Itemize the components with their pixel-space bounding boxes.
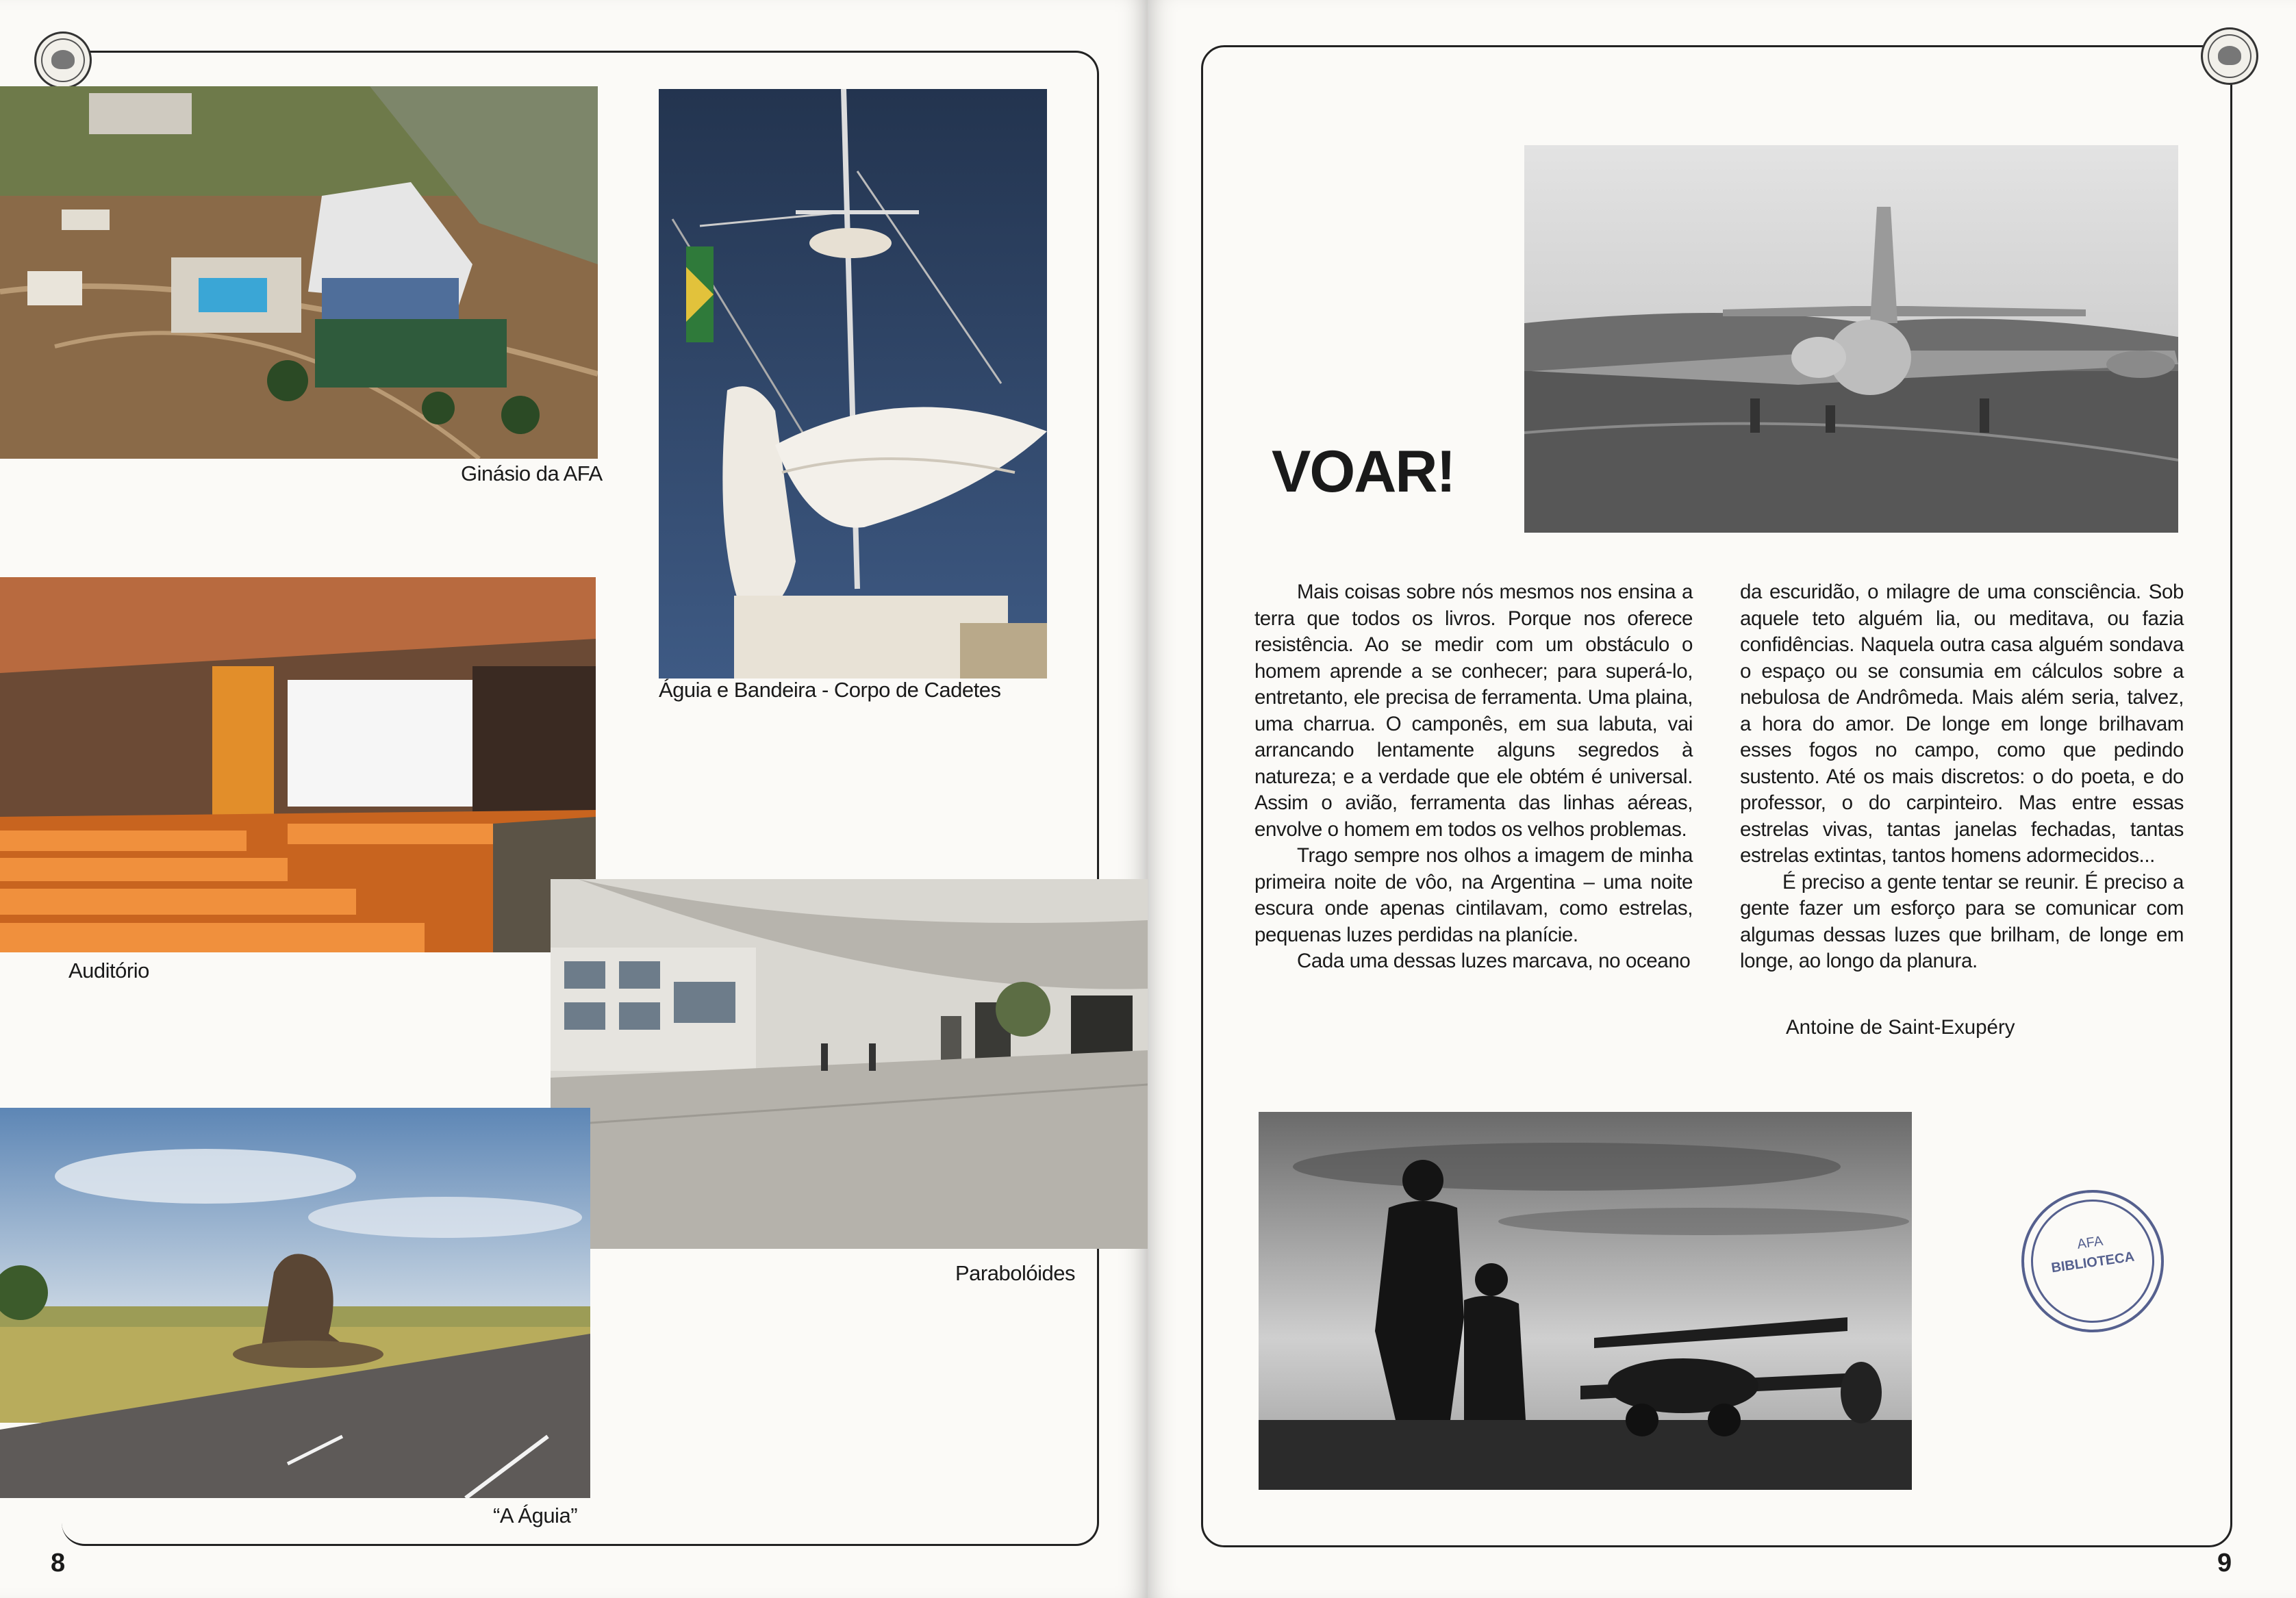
paragraph: Mais coisas sobre nós mesmos nos ensina a terra que todos os livros. Porque nos oferece resistência. Ao se medir com um obstáculo o homem aprende a se conhecer; para superá-lo, entretanto, ele precisa de ferramenta. Uma plaina, uma charrua. O camponês, em sua labuta, vai arrancando lentamente alguns segredos à natureza; e a verdade que ele obtém é universal. Assim o avião, ferramenta das linhas aéreas, envolve o homem em todos os velhos problemas. <box>1254 581 1693 841</box>
page-number-left: 8 <box>51 1549 66 1577</box>
stamp-line-1: AFA <box>2076 1233 2104 1252</box>
photo-paraboloides <box>551 879 1148 1249</box>
afa-seal-icon <box>34 31 92 89</box>
paragraph: É preciso a gente tentar se reunir. É preciso a gente fazer um esforço para se comunicar com algumas dessas luzes que brilham, de longe em longe, ao longo da planura. <box>1740 870 2184 972</box>
paragraph: da escuridão, o milagre de uma consciência. Sob aquele teto alguém lia, ou meditava, ou fazia confidências. Naquela outra casa alguém sondava o espaço ou se consumia em cálculos sobre a nebulosa de Andrômeda. Mais além seria, talvez, a hora do amor. De longe em longe brilhavam esses fogos no campo, como que pedindo sustento. Até os mais discretos: o do poeta, e do professor, o do carpinteiro. Mas entre essas estrelas vivas, tantas janelas fechadas, tantas estrelas extintas, tantos homens adormecidos... <box>1740 581 2184 867</box>
caption-a-aguia: “A Águia” <box>493 1504 578 1527</box>
afa-seal-icon <box>2201 27 2258 85</box>
caption-paraboloides: Parabolóides <box>955 1261 1075 1285</box>
photo-ginasio <box>0 86 598 459</box>
photo-biplane-silhouette <box>1259 1112 1912 1490</box>
photo-auditorio <box>0 577 596 952</box>
page-number-right: 9 <box>2217 1549 2232 1577</box>
stamp-line-2: BIBLIOTECA <box>2050 1249 2136 1276</box>
paragraph: Cada uma dessas luzes marcava, no oceano <box>1297 950 1691 972</box>
photo-jet-aircraft <box>1524 145 2178 533</box>
article-column-2 <box>1740 579 2184 975</box>
caption-aguia-bandeira: Águia e Bandeira - Corpo de Cadetes <box>659 678 1001 702</box>
caption-auditorio: Auditório <box>68 959 149 982</box>
photo-aguia-bandeira <box>659 89 1047 678</box>
photo-a-aguia <box>0 1108 590 1498</box>
author: Antoine de Saint-Exupéry <box>1786 1016 2015 1039</box>
article-column-1 <box>1254 579 1693 975</box>
article-title: VOAR! <box>1272 439 1455 505</box>
caption-ginasio: Ginásio da AFA <box>461 461 603 485</box>
paragraph: Trago sempre nos olhos a imagem de minha primeira noite de vôo, na Argentina – uma noite escura onde apenas cintilavam, como estrelas, pequenas luzes perdidas na planície. <box>1254 844 1693 946</box>
